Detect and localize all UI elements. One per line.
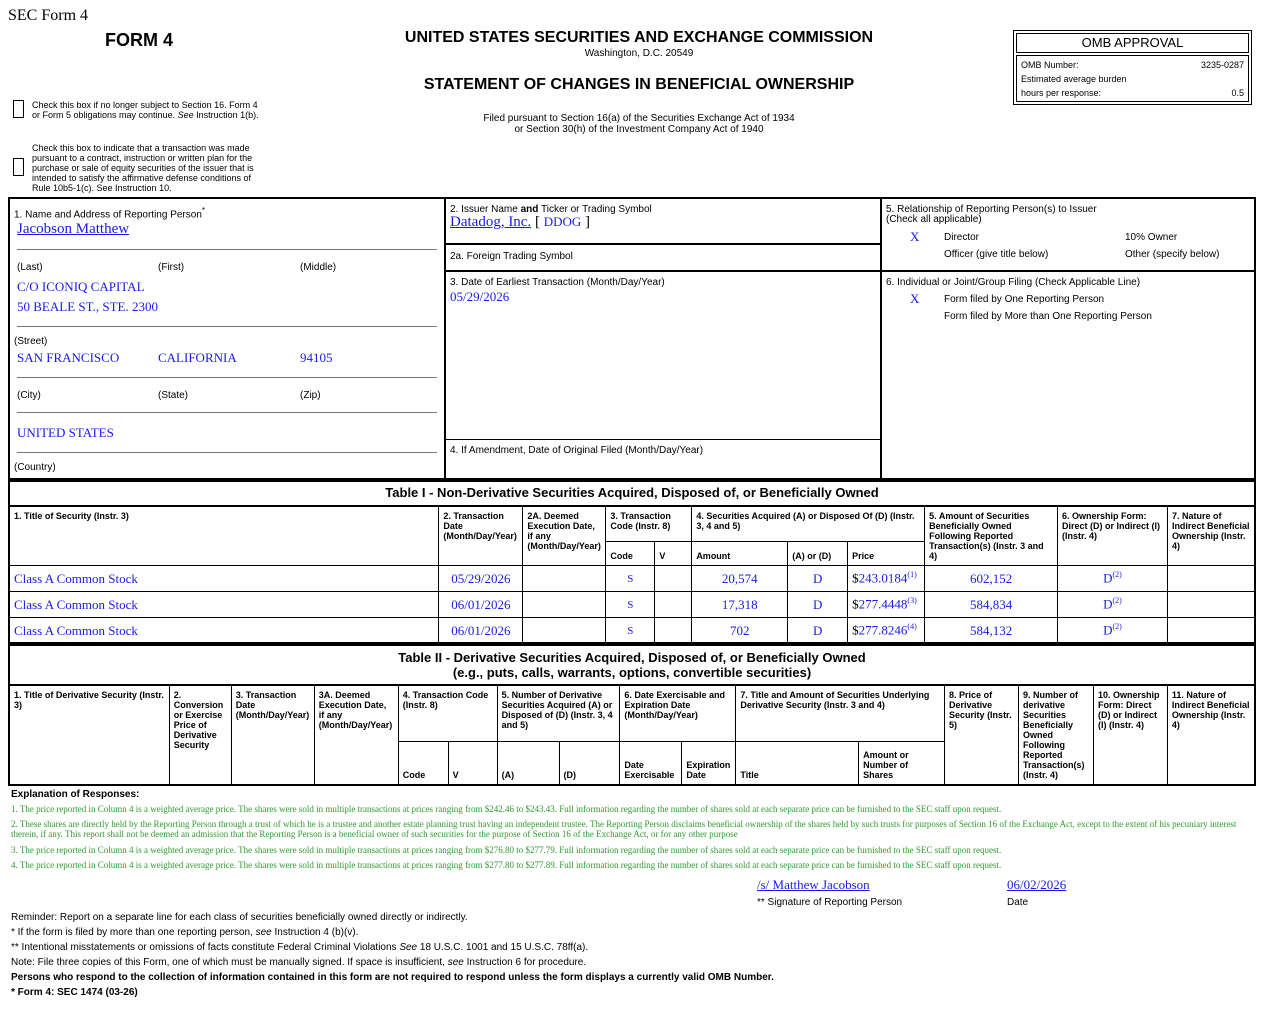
signature-value[interactable]: /s/ Matthew Jacobson	[757, 877, 870, 892]
t2-h-v-sub: V	[448, 742, 497, 785]
t2-h-nature: 11. Nature of Indirect Beneficial Ownership (Instr. 4)	[1167, 686, 1254, 785]
t1-h-v-sub: V	[655, 542, 692, 566]
t2-h-code-sub: Code	[398, 742, 448, 785]
omb-number-label: OMB Number:	[1021, 60, 1079, 70]
t1-h-ownership-form: 6. Ownership Form: Direct (D) or Indirect (I) (Instr. 4)	[1058, 507, 1168, 566]
row-form: $D^{(2)}$	[1058, 618, 1168, 644]
agency-title: UNITED STATES SECURITIES AND EXCHANGE COMMISSION	[404, 29, 874, 46]
filing-type-box	[881, 271, 1255, 479]
relationship-label: 5. Relationship of Reporting Person(s) to Issuer	[886, 204, 1097, 215]
footnote-3: 3. The price reported in Column 4 is a weighted average price. The shares were sold in multiple transactions at prices ranging from $276.80 to $277.79. Full information regarding the number of shares sold at each separate price can be furnished to the SEC staff upon request.	[11, 845, 1002, 855]
row-title: Class A Common Stock	[10, 618, 439, 644]
issuer-label: 2. Issuer Name and Ticker or Trading Symbol	[450, 204, 652, 215]
t2-h-d-sub: (D)	[559, 742, 620, 785]
row-title: Class A Common Stock	[10, 566, 439, 592]
row-nature	[1167, 592, 1254, 618]
note-omb-disclaimer: Persons who respond to the collection of information contained in this form are not required to respond unless the form displays a currently valid OMB Number.	[11, 972, 774, 983]
table2-title: Table II - Derivative Securities Acquired, Disposed of, or Beneficially Owned	[398, 650, 866, 665]
t1-h-securities: 4. Securities Acquired (A) or Disposed Of (D) (Instr. 3, 4 and 5)	[692, 507, 925, 542]
relationship-box	[881, 198, 1255, 271]
row-form: $D^{(2)}$	[1058, 566, 1168, 592]
more-persons-label: Form filed by More than One Reporting Person	[944, 311, 1152, 322]
t2-h-a-sub: (A)	[497, 742, 559, 785]
earliest-date-value: 05/29/2026	[450, 289, 510, 304]
foreign-symbol-box	[445, 244, 881, 271]
t1-h-title: 1. Title of Security (Instr. 3)	[10, 507, 439, 566]
reporting-person-label: 1. Name and Address of Reporting Person*	[14, 206, 206, 221]
note-reminder: Reminder: Report on a separate line for each class of securities beneficially owned directly or indirectly.	[11, 912, 468, 923]
t1-h-price-sub: Price	[848, 542, 925, 566]
issuer-box	[445, 198, 881, 244]
footnote-1: 1. The price reported in Column 4 is a weighted average price. The shares were sold in multiple transactions at prices ranging from $242.46 to $243.43. Full information regarding the number of shares sold at each separate price can be furnished to the SEC staff upon request.	[11, 804, 1002, 814]
note-misstatements: ** Intentional misstatements or omissions of facts constitute Federal Criminal Violations See 18 U.S.C. 1001 and 15 U.S.C. 78ff(a).	[11, 942, 589, 953]
earliest-date-label: 3. Date of Earliest Transaction (Month/Day/Year)	[450, 277, 665, 288]
amendment-label: 4. If Amendment, Date of Original Filed (Month/Day/Year)	[450, 445, 704, 456]
omb-hours: 0.5	[1231, 88, 1244, 98]
one-person-mark: X	[910, 291, 920, 306]
t2-h-title: 1. Title of Derivative Security (Instr. 3)	[10, 686, 170, 785]
signature-date-label: Date	[1007, 897, 1029, 908]
address-line-1: C/O ICONIQ CAPITAL	[17, 279, 145, 294]
foreign-symbol-label: 2a. Foreign Trading Symbol	[450, 251, 573, 262]
row-nature	[1167, 566, 1254, 592]
country-label: (Country)	[14, 462, 56, 473]
t2-h-exercisable: 6. Date Exercisable and Expiration Date (Month/Day/Year)	[620, 686, 736, 742]
footnote-4: 4. The price reported in Column 4 is a weighted average price. The shares were sold in multiple transactions at prices ranging from $277.80 to $277.89. Full information regarding the number of shares sold at each separate price can be furnished to the SEC staff upon request.	[11, 860, 1002, 870]
ticker-symbol: DDOG	[543, 214, 582, 229]
director-label: Director	[944, 232, 980, 243]
t2-h-underlying: 7. Title and Amount of Securities Underlying Derivative Security (Instr. 3 and 4)	[736, 686, 945, 742]
rule10b5-checkbox[interactable]	[13, 158, 24, 176]
t2-h-code: 4. Transaction Code (Instr. 8)	[398, 686, 497, 742]
t2-h-owned: 9. Number of derivative Securities Beneficially Owned Following Reported Transaction(s) (Instr. 4)	[1018, 686, 1093, 785]
state-value: CALIFORNIA	[158, 350, 237, 365]
statement-title: STATEMENT OF CHANGES IN BENEFICIAL OWNERSHIP	[423, 76, 855, 93]
explanation-label: Explanation of Responses:	[11, 789, 140, 800]
city-value: SAN FRANCISCO	[17, 350, 120, 365]
zip-label: (Zip)	[300, 390, 321, 401]
row-date: 06/01/2026	[439, 592, 523, 618]
t1-h-code: 3. Transaction Code (Instr. 8)	[606, 507, 692, 542]
amendment-box	[445, 439, 881, 479]
officer-label: Officer (give title below)	[944, 249, 1049, 260]
form-title: FORM 4	[105, 30, 174, 50]
row-code: S	[606, 618, 655, 644]
sec-form-label: SEC Form 4	[8, 7, 89, 24]
row-aord: D	[788, 618, 848, 644]
row-amount: 20,574	[692, 566, 788, 592]
t2-h-price: 8. Price of Derivative Security (Instr. 5)	[945, 686, 1019, 785]
t2-h-conversion: 2. Conversion or Exercise Price of Derivative Security	[169, 686, 231, 785]
row-aord: D	[788, 592, 848, 618]
director-mark: X	[910, 229, 920, 244]
t2-h-amount-sub: Amount or Number of Shares	[859, 742, 945, 785]
row-owned: 584,132	[925, 618, 1058, 644]
omb-details	[1016, 55, 1249, 102]
row-v	[655, 566, 692, 592]
table-row	[10, 592, 1255, 618]
t1-h-amount-owned: 5. Amount of Securities Beneficially Owned Following Reported Transaction(s) (Instr. 3 and 4)	[925, 507, 1058, 566]
t1-h-date: 2. Transaction Date (Month/Day/Year)	[439, 507, 523, 566]
table1-title: Table I - Non-Derivative Securities Acquired, Disposed of, or Beneficially Owned	[385, 485, 879, 500]
table-row	[10, 618, 1255, 644]
table2	[9, 685, 1255, 785]
row-v	[655, 618, 692, 644]
section16-text: Check this box if no longer subject to Section 16. Form 4 or Form 5 obligations may continue. See Instruction 1(b).	[32, 100, 259, 120]
row-price: $277.8246$^{(4)}$	[848, 618, 925, 644]
note-copies: Note: File three copies of this Form, one of which must be manually signed. If space is insufficient, see Instruction 6 for procedure.	[11, 957, 587, 968]
t2-h-date: 3. Transaction Date (Month/Day/Year)	[231, 686, 314, 785]
row-v	[655, 592, 692, 618]
signature-label: ** Signature of Reporting Person	[757, 897, 903, 908]
earliest-date-box	[445, 271, 881, 440]
row-aord: D	[788, 566, 848, 592]
first-label: (First)	[158, 262, 185, 273]
section16-checkbox[interactable]	[13, 100, 24, 118]
row-date: 06/01/2026	[439, 618, 523, 644]
t1-h-amount-sub: Amount	[692, 542, 788, 566]
filing-type-label: 6. Individual or Joint/Group Filing (Check Applicable Line)	[886, 277, 1141, 288]
street-label: (Street)	[14, 336, 48, 347]
omb-approval-box	[1013, 30, 1252, 105]
row-nature	[1167, 618, 1254, 644]
row-deemed	[523, 618, 606, 644]
row-form: $D^{(2)}$	[1058, 592, 1168, 618]
omb-burden-label: Estimated average burden	[1021, 74, 1127, 84]
filed-pursuant-2: or Section 30(h) of the Investment Company Act of 1940	[514, 124, 764, 135]
row-owned: 602,152	[925, 566, 1058, 592]
row-date: 05/29/2026	[439, 566, 523, 592]
t1-h-code-sub: Code	[606, 542, 655, 566]
t2-h-expir-sub: Expiration Date	[682, 742, 736, 785]
row-amount: 702	[692, 618, 788, 644]
row-code: S	[606, 566, 655, 592]
footnote-2: 2. These shares are directly held by the Reporting Person through a trust of which he is a trustee and another estate planning trust having an independent trustee. The Reporting Person disclaims beneficial ownership of the shares held by such trusts for purposes of Section 16 of the Exchange Act, except to the extent of his pecuniary interest therein, if any. This report shall not be deemed an admission that the Reporting Person is a beneficial owner of such securities for the purpose of Section 16 of the Exchange Act, or for any other purpose	[11, 819, 1237, 839]
issuer-line: Datadog, Inc. [ DDOG ]	[450, 214, 591, 230]
middle-label: (Middle)	[300, 262, 337, 273]
country-value: UNITED STATES	[17, 425, 114, 440]
rule10b5-text: Check this box to indicate that a transaction was made pursuant to a contract, instruction or written plan for the purchase or sale of equity securities of the issuer that is intended to satisfy the affirmative defense conditions of Rule 10b5-1(c). See Instruction 10.	[32, 143, 254, 193]
one-person-label: Form filed by One Reporting Person	[944, 294, 1105, 305]
t2-h-title-sub: Title	[736, 742, 859, 785]
other-label: Other (specify below)	[1125, 249, 1220, 260]
relationship-sublabel: (Check all applicable)	[886, 214, 982, 225]
reporting-person-name[interactable]: Jacobson Matthew	[17, 221, 130, 237]
reporting-person-box	[9, 198, 445, 479]
row-price: $277.4448$^{(3)}$	[848, 592, 925, 618]
table2-subtitle: (e.g., puts, calls, warrants, options, convertible securities)	[452, 665, 812, 680]
note-form-number: * Form 4: SEC 1474 (03-26)	[11, 987, 138, 998]
row-code: S	[606, 592, 655, 618]
omb-hours-label: hours per response:	[1021, 88, 1102, 98]
row-deemed	[523, 592, 606, 618]
omb-number: 3235-0287	[1200, 60, 1244, 70]
note-multiple-persons: * If the form is filed by more than one reporting person, see Instruction 4 (b)(v).	[11, 927, 359, 938]
last-label: (Last)	[17, 262, 43, 273]
row-owned: 584,834	[925, 592, 1058, 618]
table-row	[10, 566, 1255, 592]
row-deemed	[523, 566, 606, 592]
address-line-2: 50 BEALE ST., STE. 2300	[17, 299, 158, 314]
t1-h-nature: 7. Nature of Indirect Beneficial Ownership (Instr. 4)	[1167, 507, 1254, 566]
t2-h-ownership-form: 10. Ownership Form: Direct (D) or Indirect (I) (Instr. 4)	[1093, 686, 1167, 785]
row-amount: 17,318	[692, 592, 788, 618]
table1	[9, 506, 1255, 644]
zip-value: 94105	[300, 350, 333, 365]
t1-h-deemed: 2A. Deemed Execution Date, if any (Month/Day/Year)	[523, 507, 606, 566]
omb-title: OMB APPROVAL	[1016, 33, 1249, 53]
city-label: (City)	[17, 390, 41, 401]
state-label: (State)	[158, 390, 189, 401]
t2-h-number: 5. Number of Derivative Securities Acquired (A) or Disposed of (D) (Instr. 3, 4 and 5)	[497, 686, 620, 742]
row-title: Class A Common Stock	[10, 592, 439, 618]
row-price: $243.0184$^{(1)}$	[848, 566, 925, 592]
ten-percent-owner-label: 10% Owner	[1125, 232, 1178, 243]
signature-date[interactable]: 06/02/2026	[1007, 877, 1067, 892]
filed-pursuant-1: Filed pursuant to Section 16(a) of the Securities Exchange Act of 1934	[483, 113, 795, 124]
agency-city: Washington, D.C. 20549	[584, 48, 694, 59]
issuer-name-link[interactable]: Datadog, Inc.	[450, 214, 532, 230]
t2-h-deemed: 3A. Deemed Execution Date, if any (Month/Day/Year)	[314, 686, 398, 785]
t1-h-aord-sub: (A) or (D)	[788, 542, 848, 566]
t2-h-exer-sub: Date Exercisable	[620, 742, 682, 785]
